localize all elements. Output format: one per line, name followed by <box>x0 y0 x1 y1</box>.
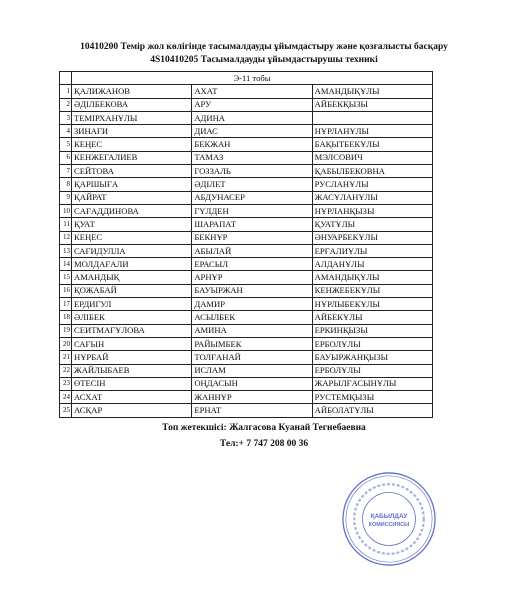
name-cell: АХАТ <box>192 85 312 98</box>
surname-cell: ЕРДИГУЛ <box>72 298 192 311</box>
name-cell: АБДУНАСЕР <box>192 191 312 204</box>
table-row <box>60 404 433 417</box>
row-number: 4 <box>60 125 72 138</box>
row-number: 12 <box>60 231 72 244</box>
name-cell: БЕКНҰР <box>192 231 312 244</box>
row-number: 2 <box>60 98 72 111</box>
table-row <box>60 165 433 178</box>
patronymic-cell: БАУЫРЖАНҚЫЗЫ <box>312 351 432 364</box>
stamp-center-text-line1: ҚАБЫЛДАУ <box>370 513 408 521</box>
name-cell: БЕКЖАН <box>192 138 312 151</box>
name-cell: ИСЛАМ <box>192 364 312 377</box>
patronymic-cell: ЕРКИНҚЫЗЫ <box>312 324 432 337</box>
name-cell: РАЙЫМБЕК <box>192 337 312 350</box>
table-row <box>60 284 433 297</box>
surname-cell: ҚОЖАБАЙ <box>72 284 192 297</box>
table-row <box>60 178 433 191</box>
name-cell: ТАМАЗ <box>192 151 312 164</box>
table-row <box>60 391 433 404</box>
patronymic-cell: ЕРҒАЛИҰЛЫ <box>312 244 432 257</box>
surname-cell: САҒИДУЛЛА <box>72 244 192 257</box>
patronymic-cell: АМАНДЫҚҰЛЫ <box>312 271 432 284</box>
patronymic-cell: АЛДАНҰЛЫ <box>312 258 432 271</box>
table-row <box>60 258 433 271</box>
surname-cell: САҒЫН <box>72 337 192 350</box>
patronymic-cell: НҰРЛАНҰЛЫ <box>312 125 432 138</box>
admission-committee-stamp <box>340 470 438 568</box>
table-row <box>60 151 433 164</box>
row-number: 22 <box>60 364 72 377</box>
name-cell: АБЫЛАЙ <box>192 244 312 257</box>
table-cell <box>60 72 72 85</box>
name-cell: ЕРНАТ <box>192 404 312 417</box>
row-number: 19 <box>60 324 72 337</box>
surname-cell: СЕЙТОВА <box>72 165 192 178</box>
stamp-center-text-line2: КОМИССИЯСЫ <box>368 521 410 528</box>
patronymic-cell: РУСТЕМҚЫЗЫ <box>312 391 432 404</box>
patronymic-cell: АЙБЕКҰЛЫ <box>312 311 432 324</box>
name-cell: ДАМИР <box>192 298 312 311</box>
patronymic-cell: ЕРБОЛҰЛЫ <box>312 337 432 350</box>
table-row <box>60 377 433 390</box>
row-number: 1 <box>60 85 72 98</box>
table-row <box>60 191 433 204</box>
patronymic-cell: АЙБЕКҚЫЗЫ <box>312 98 432 111</box>
table-row <box>60 337 433 350</box>
patronymic-cell: ЕРБОЛҰЛЫ <box>312 364 432 377</box>
row-number: 9 <box>60 191 72 204</box>
table-row <box>60 231 433 244</box>
surname-cell: ҚУАТ <box>72 218 192 231</box>
row-number: 6 <box>60 151 72 164</box>
patronymic-cell: ҚУАТҰЛЫ <box>312 218 432 231</box>
name-cell: БАУЫРЖАН <box>192 284 312 297</box>
surname-cell: ЖАЙЛЫБАЕВ <box>72 364 192 377</box>
table-row <box>60 125 433 138</box>
patronymic-cell: НҰРЛАНҚЫЗЫ <box>312 204 432 217</box>
row-number: 11 <box>60 218 72 231</box>
row-number: 25 <box>60 404 72 417</box>
table-row <box>60 244 433 257</box>
row-number: 15 <box>60 271 72 284</box>
name-cell: АРУ <box>192 98 312 111</box>
leader-phone: Тел:+ 7 747 208 00 36 <box>219 439 309 449</box>
surname-cell: КЕҢЕС <box>72 138 192 151</box>
row-number: 8 <box>60 178 72 191</box>
surname-cell: ӨТЕСІН <box>72 377 192 390</box>
row-number: 5 <box>60 138 72 151</box>
name-cell: АРНҰР <box>192 271 312 284</box>
surname-cell: ӘДІЛБЕКОВА <box>72 98 192 111</box>
name-cell: АСЫЛБЕК <box>192 311 312 324</box>
name-cell: ЖАННҰР <box>192 391 312 404</box>
table-row <box>60 85 433 98</box>
student-roster-table <box>59 71 433 418</box>
patronymic-cell: НҰРЛЫБЕКҰЛЫ <box>312 298 432 311</box>
name-cell: ӘДІЛЕТ <box>192 178 312 191</box>
surname-cell: КЕНЖЕГАЛИЕВ <box>72 151 192 164</box>
table-row <box>60 298 433 311</box>
row-number: 21 <box>60 351 72 364</box>
row-number: 13 <box>60 244 72 257</box>
row-number: 23 <box>60 377 72 390</box>
surname-cell: СЕИТМАҒҰЛОВА <box>72 324 192 337</box>
group-leader: Топ жетекшісі: Жалгасова Куанай Тегнебаевна <box>162 423 366 433</box>
row-number: 20 <box>60 337 72 350</box>
row-number: 17 <box>60 298 72 311</box>
row-number: 10 <box>60 204 72 217</box>
row-number: 16 <box>60 284 72 297</box>
table-row <box>60 111 433 124</box>
surname-cell: АМАНДЫҚ <box>72 271 192 284</box>
name-cell: ТОЛҒАНАЙ <box>192 351 312 364</box>
table-row <box>60 324 433 337</box>
table-row <box>60 138 433 151</box>
row-number: 7 <box>60 165 72 178</box>
surname-cell: АСҚАР <box>72 404 192 417</box>
row-number: 18 <box>60 311 72 324</box>
surname-cell: ТЕМІРХАНҰЛЫ <box>72 111 192 124</box>
patronymic-cell: ЖАСҰЛАНҰЛЫ <box>312 191 432 204</box>
group-title: Э-11 тобы <box>72 72 433 85</box>
table-row <box>60 364 433 377</box>
surname-cell: ҚАЛИЖАНОВ <box>72 85 192 98</box>
name-cell: АМИНА <box>192 324 312 337</box>
surname-cell: НҰРБАЙ <box>72 351 192 364</box>
patronymic-cell: АМАНДЫҚҰЛЫ <box>312 85 432 98</box>
surname-cell: СAҒАДДИНОВА <box>72 204 192 217</box>
patronymic-cell: ҚАБЫЛБЕКОВНА <box>312 165 432 178</box>
table-row <box>60 351 433 364</box>
name-cell: ЕРАСЫЛ <box>192 258 312 271</box>
patronymic-cell: ЖАРЫЛҒАСЫНҰЛЫ <box>312 377 432 390</box>
patronymic-cell: КЕНЖЕБЕКҰЛЫ <box>312 284 432 297</box>
table-group-row <box>60 72 433 85</box>
name-cell: АДИНА <box>192 111 312 124</box>
surname-cell: ҚАРШЫҒА <box>72 178 192 191</box>
header-specialty: 10410200 Темір жол көлігінде тасымалдауды ұйымдастыру және қозғалысты басқару <box>80 42 448 52</box>
header-qualification: 4S10410205 Тасымалдауды ұйымдастырушы техникі <box>150 55 378 65</box>
row-number: 24 <box>60 391 72 404</box>
surname-cell: ЗИНАҒИ <box>72 125 192 138</box>
patronymic-cell <box>312 111 432 124</box>
patronymic-cell: АЙБОЛАТҰЛЫ <box>312 404 432 417</box>
row-number: 14 <box>60 258 72 271</box>
table-row <box>60 218 433 231</box>
table-row <box>60 98 433 111</box>
row-number: 3 <box>60 111 72 124</box>
patronymic-cell: РУСЛАНҰЛЫ <box>312 178 432 191</box>
patronymic-cell: БАҚЫТБЕКҰЛЫ <box>312 138 432 151</box>
name-cell: ГОЗЗАЛЬ <box>192 165 312 178</box>
patronymic-cell: МЭЛСОВИЧ <box>312 151 432 164</box>
surname-cell: КЕҢЕС <box>72 231 192 244</box>
surname-cell: МОЛДАҒАЛИ <box>72 258 192 271</box>
surname-cell: АСХАТ <box>72 391 192 404</box>
name-cell: ГҮЛДЕН <box>192 204 312 217</box>
table-row <box>60 311 433 324</box>
name-cell: ДИАС <box>192 125 312 138</box>
patronymic-cell: ӘНУАРБЕКҰЛЫ <box>312 231 432 244</box>
name-cell: ОҢДАСЫН <box>192 377 312 390</box>
surname-cell: ҚАЙРАТ <box>72 191 192 204</box>
name-cell: ШАРАПАТ <box>192 218 312 231</box>
table-row <box>60 204 433 217</box>
surname-cell: ӘЛІБЕК <box>72 311 192 324</box>
table-row <box>60 271 433 284</box>
